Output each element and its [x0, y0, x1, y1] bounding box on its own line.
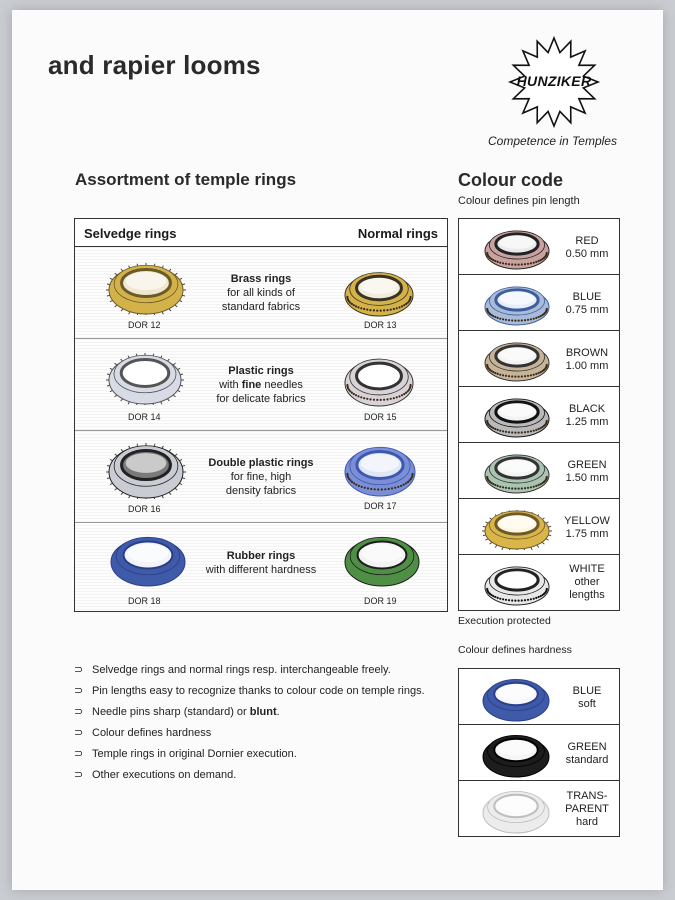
- blue-pin-ring-image: [481, 280, 553, 326]
- colour-name: YELLOW: [564, 515, 610, 527]
- bullet-icon: ⊃: [74, 748, 84, 760]
- hardness-value: hard: [575, 816, 599, 828]
- ring-code: DOR 12: [128, 320, 161, 330]
- colour-label: [557, 563, 617, 602]
- hardness-value: soft: [578, 698, 596, 710]
- colour-name: WHITE: [569, 563, 605, 575]
- black-rubber-ring-image: [479, 728, 553, 778]
- white-pin-ring-image: [481, 560, 553, 606]
- brown-pin-ring-image: [481, 336, 553, 382]
- colour-name: BLACK: [568, 403, 606, 415]
- ring-type-name: Brass rings: [230, 273, 292, 285]
- pin-length: other: [574, 576, 600, 588]
- ring-desc-emphasis: fine: [241, 379, 262, 391]
- hardness-colour-2: PARENT: [565, 803, 609, 815]
- ring-desc-line1-post: needles: [261, 379, 303, 391]
- bullet-icon: ⊃: [74, 685, 84, 697]
- logo-tagline: Competence in Temples: [488, 134, 617, 148]
- colour-name: GREEN: [567, 459, 607, 471]
- bullet-icon: ⊃: [74, 664, 84, 676]
- list-item-text: Pin lengths easy to recognize thanks to colour code on temple rings.: [92, 685, 425, 697]
- list-item: [74, 684, 425, 697]
- ring-description: [197, 456, 325, 498]
- hardness-transparent: [458, 780, 620, 837]
- transparent-rubber-ring-image: [479, 784, 553, 834]
- colour-label: [557, 459, 617, 485]
- ring-desc-line1: with different hardness: [205, 564, 317, 576]
- pin-length: 0.50 mm: [565, 248, 609, 260]
- table-row: [75, 431, 447, 523]
- ring-code: DOR 16: [128, 504, 161, 514]
- colour-code-red: [458, 218, 620, 275]
- hardness-label: [557, 790, 617, 829]
- colour-code-subtitle: Colour defines pin length: [458, 195, 580, 207]
- colour-name: RED: [575, 235, 599, 247]
- ring-desc-line1: for fine, high: [230, 471, 292, 483]
- plastic-normal-ring-image: [341, 351, 417, 407]
- ring-desc-line2: for delicate fabrics: [216, 393, 306, 405]
- table-row: [75, 247, 447, 339]
- assortment-title: Assortment of temple rings: [75, 170, 297, 189]
- yellow-pin-ring-image: [481, 504, 553, 550]
- colour-code-title: Colour code: [458, 170, 564, 190]
- hardness-colour: GREEN: [567, 741, 607, 753]
- ring-description: [197, 549, 325, 577]
- colour-code-green: [458, 442, 620, 499]
- logo-brand: HUNZIKER: [516, 73, 592, 89]
- ring-description: [197, 364, 325, 406]
- colour-code-white: [458, 554, 620, 611]
- list-item-text-end: .: [276, 706, 280, 718]
- execution-note: Execution protected: [458, 615, 551, 627]
- pin-length: 1.00 mm: [565, 360, 609, 372]
- list-item: [74, 747, 297, 760]
- ring-type-name: Plastic rings: [228, 365, 294, 377]
- ring-code: DOR 15: [364, 412, 397, 422]
- red-pin-ring-image: [481, 224, 553, 270]
- hunziker-logo: [506, 36, 602, 132]
- hardness-label: [557, 685, 617, 711]
- colour-code-blue: [458, 274, 620, 331]
- bullet-icon: ⊃: [74, 727, 84, 739]
- ring-code: DOR 17: [364, 501, 397, 511]
- list-item-text: Needle pins sharp (standard) or: [92, 706, 250, 718]
- ring-code: DOR 19: [364, 596, 397, 606]
- list-item: [74, 705, 280, 718]
- list-item-emphasis: blunt: [249, 706, 277, 718]
- pin-length: 1.50 mm: [565, 472, 609, 484]
- hardness-colour: TRANS-: [566, 790, 608, 802]
- green-pin-ring-image: [481, 448, 553, 494]
- list-item-text: Other executions on demand.: [92, 769, 237, 781]
- page-title: and rapier looms: [48, 50, 261, 80]
- colour-label: [557, 515, 617, 541]
- colour-label: [557, 291, 617, 317]
- list-item-text: Colour defines hardness: [92, 727, 212, 739]
- list-item: [74, 726, 211, 739]
- double-plastic-selvedge-ring-image: [105, 437, 187, 499]
- double-plastic-normal-ring-image: [341, 439, 419, 497]
- bullet-icon: ⊃: [74, 706, 84, 718]
- ring-description: [197, 272, 325, 314]
- hardness-blue: [458, 668, 620, 725]
- colour-code-black: [458, 386, 620, 443]
- ring-type-name: Double plastic rings: [208, 457, 314, 469]
- ring-code: DOR 18: [128, 596, 161, 606]
- assortment-table: [74, 218, 448, 612]
- colour-name: BROWN: [565, 347, 609, 359]
- rubber-green-ring-image: [341, 529, 423, 587]
- rubber-blue-ring-image: [107, 529, 189, 587]
- ring-desc-line1-pre: with: [219, 379, 242, 391]
- ring-desc-line2: standard fabrics: [221, 301, 301, 313]
- brass-normal-ring-image: [341, 265, 417, 317]
- black-pin-ring-image: [481, 392, 553, 438]
- colour-code-brown: [458, 330, 620, 387]
- document-page: [12, 10, 663, 890]
- brass-selvedge-ring-image: [105, 257, 187, 315]
- hardness-colour: BLUE: [572, 685, 602, 697]
- list-item: [74, 663, 391, 676]
- hardness-title: Colour defines hardness: [458, 644, 572, 656]
- pin-length: 1.75 mm: [565, 528, 609, 540]
- colour-code-yellow: [458, 498, 620, 555]
- list-item-text: Selvedge rings and normal rings resp. interchangeable freely.: [92, 664, 391, 676]
- col-header-normal: Normal rings: [357, 226, 438, 241]
- col-header-selvedge: Selvedge rings: [84, 226, 177, 241]
- bullet-icon: ⊃: [74, 769, 84, 781]
- table-row: [75, 523, 447, 610]
- ring-desc-line2: density fabrics: [225, 485, 297, 497]
- table-header: [75, 219, 447, 247]
- ring-code: DOR 13: [364, 320, 397, 330]
- hardness-value: standard: [565, 754, 609, 766]
- colour-label: [557, 347, 617, 373]
- blue-rubber-ring-image: [479, 672, 553, 722]
- hardness-label: [557, 741, 617, 767]
- list-item-text: Temple rings in original Dornier execution.: [92, 748, 297, 760]
- colour-label: [557, 235, 617, 261]
- hardness-green: [458, 724, 620, 781]
- ring-code: DOR 14: [128, 412, 161, 422]
- ring-type-name: Rubber rings: [226, 550, 296, 562]
- colour-label: [557, 403, 617, 429]
- ring-desc-line1: for all kinds of: [227, 287, 295, 299]
- colour-name: BLUE: [572, 291, 602, 303]
- plastic-selvedge-ring-image: [105, 347, 185, 405]
- list-item: [74, 768, 236, 781]
- table-row: [75, 339, 447, 431]
- pin-length-2: lengths: [569, 589, 605, 601]
- pin-length: 1.25 mm: [565, 416, 609, 428]
- pin-length: 0.75 mm: [565, 304, 609, 316]
